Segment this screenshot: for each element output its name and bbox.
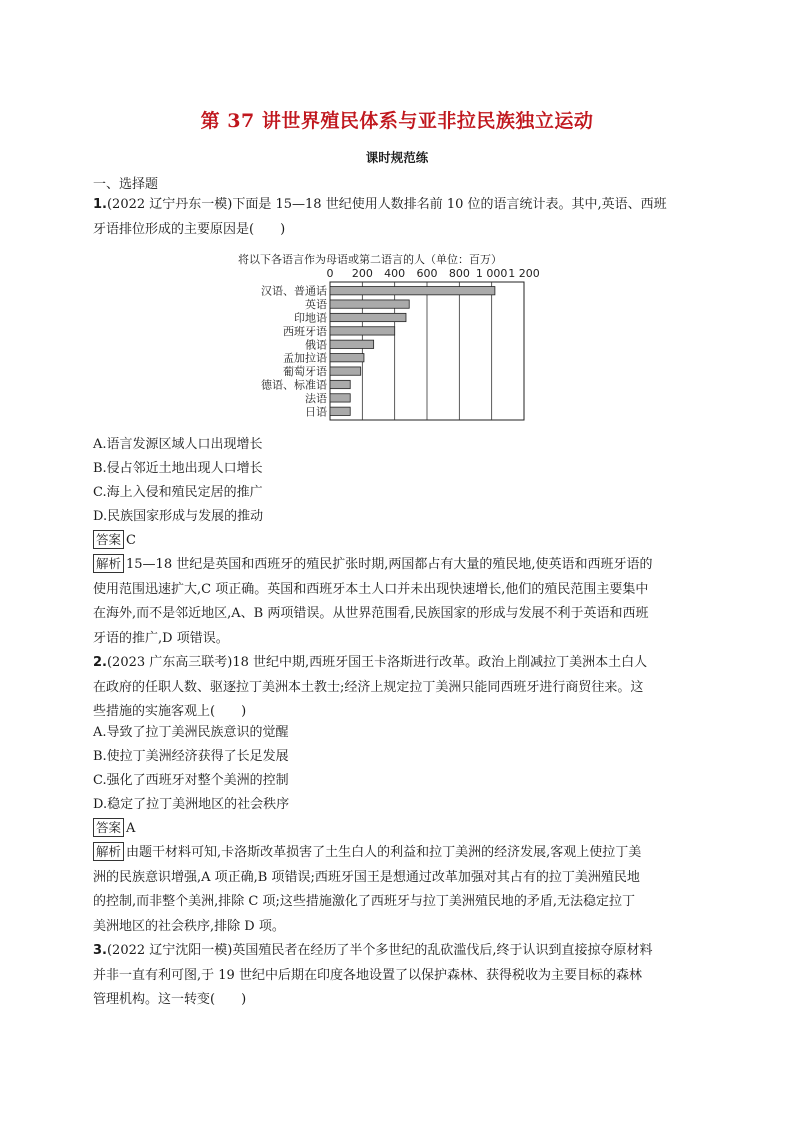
x-tick-label: 600 bbox=[416, 267, 438, 280]
chart-title: 将以下各语言作为母语或第二语言的人（单位：百万） bbox=[238, 253, 502, 266]
category-label: 印地语 bbox=[294, 311, 327, 325]
q2-analysis-line-3: 的控制,而非整个美洲,排除 C 项;这些措施激化了西班牙与拉丁美洲殖民地的矛盾,无法稳定拉丁 bbox=[93, 894, 635, 909]
question-2-line-3: 些措施的实施客观上( ) bbox=[93, 704, 247, 719]
bar bbox=[330, 327, 395, 335]
x-tick-label: 400 bbox=[384, 267, 406, 280]
answer-tag: 答案 bbox=[93, 530, 124, 549]
bar bbox=[330, 313, 406, 321]
category-label: 葡萄牙语 bbox=[283, 365, 327, 379]
bar bbox=[330, 300, 409, 308]
q2-analysis bbox=[93, 841, 705, 939]
q1-analysis bbox=[93, 553, 705, 651]
question-3-number: 3. bbox=[93, 943, 107, 958]
question-2-number: 2. bbox=[93, 655, 107, 670]
q1-analysis-line-1: 15—18 世纪是英国和西班牙的殖民扩张时期,两国都占有大量的殖民地,使英语和西班牙语的 bbox=[126, 557, 653, 572]
q1-option-a: A.语言发源区域人口出现增长 bbox=[93, 437, 263, 452]
category-label: 日语 bbox=[305, 405, 327, 419]
section-heading: 一、选择题 bbox=[93, 177, 159, 192]
q2-option-a: A.导致了拉丁美洲民族意识的觉醒 bbox=[93, 725, 289, 740]
question-2-line-2: 在政府的任职人数、驱逐拉丁美洲本土教士;经济上规定拉丁美洲只能同西班牙进行商贸往来。这 bbox=[93, 679, 644, 695]
analysis-tag: 解析 bbox=[93, 842, 124, 861]
q2-analysis-line-2: 洲的民族意识增强,A 项正确,B 项错误;西班牙国王是想通过改革加强对其占有的拉丁美洲殖民地 bbox=[93, 869, 640, 885]
question-2 bbox=[93, 651, 705, 725]
x-tick-label: 200 bbox=[351, 267, 373, 280]
q2-option-c: C.强化了西班牙对整个美洲的控制 bbox=[93, 773, 289, 788]
bar bbox=[330, 380, 350, 388]
q1-answer bbox=[93, 529, 705, 554]
q1-option-b: B.侵占邻近土地出现人口增长 bbox=[93, 461, 263, 476]
category-label: 西班牙语 bbox=[283, 324, 327, 338]
question-1-line-2: 牙语排位形成的主要原因是( ) bbox=[93, 221, 286, 237]
question-3-line-3: 管理机构。这一转变( ) bbox=[93, 992, 247, 1007]
q1-option-d: D.民族国家形成与发展的推动 bbox=[93, 509, 264, 524]
q1-answer-value: C bbox=[126, 533, 136, 548]
analysis-tag: 解析 bbox=[93, 554, 124, 573]
bar bbox=[330, 407, 350, 415]
q1-analysis-line-4: 牙语的推广,D 项错误。 bbox=[93, 630, 229, 646]
bar bbox=[330, 287, 495, 295]
q1-analysis-line-3: 在海外,而不是邻近地区,A、B 两项错误。从世界范围看,民族国家的形成与发展不利于英语和西班 bbox=[93, 606, 649, 621]
page-subtitle: 课时规范练 bbox=[365, 150, 429, 165]
question-3-line-2: 并非一直有利可图,于 19 世纪中后期在印度各地设置了以保护森林、获得税收为主要目标的森林 bbox=[93, 967, 642, 983]
category-label: 德语、标准语 bbox=[261, 378, 327, 392]
category-label: 法语 bbox=[305, 391, 327, 405]
category-label: 俄语 bbox=[305, 338, 327, 352]
question-1-stem: (2022 辽宁丹东一模)下面是 15—18 世纪使用人数排名前 10 位的语言统计表。其中,英语、西班 bbox=[106, 197, 667, 212]
q2-answer bbox=[93, 817, 705, 842]
q2-answer-value: A bbox=[126, 821, 136, 836]
q2-option-b: B.使拉丁美洲经济获得了长足发展 bbox=[93, 749, 289, 764]
page-title: 第 37 讲世界殖民体系与亚非拉民族独立运动 bbox=[200, 110, 594, 132]
bar bbox=[330, 340, 374, 348]
x-tick-label: 800 bbox=[448, 267, 470, 280]
q1-option-c: C.海上入侵和殖民定居的推广 bbox=[93, 485, 263, 500]
x-tick-label: 1 200 bbox=[508, 267, 540, 280]
x-tick-label: 1 000 bbox=[475, 267, 508, 280]
bar bbox=[330, 367, 361, 375]
question-2-line-1: (2023 广东高三联考)18 世纪中期,西班牙国王卡洛斯进行改革。政治上削减拉丁美洲本土白人 bbox=[106, 655, 648, 670]
question-1-number: 1. bbox=[93, 197, 107, 212]
q2-analysis-line-1: 由题干材料可知,卡洛斯改革损害了土生白人的利益和拉丁美洲的经济发展,客观上使拉丁美 bbox=[126, 845, 642, 860]
x-tick-label: 0 bbox=[326, 267, 334, 280]
category-label: 孟加拉语 bbox=[283, 351, 327, 365]
question-3-line-1: (2022 辽宁沈阳一模)英国殖民者在经历了半个多世纪的乱砍滥伐后,终于认识到直接掠夺原材料 bbox=[106, 943, 653, 958]
bar bbox=[330, 394, 350, 402]
answer-tag: 答案 bbox=[93, 818, 124, 837]
question-3 bbox=[93, 939, 705, 1013]
category-label: 汉语、普通话 bbox=[261, 284, 327, 298]
q2-option-d: D.稳定了拉丁美洲地区的社会秩序 bbox=[93, 797, 290, 812]
q2-analysis-line-4: 美洲地区的社会秩序,排除 D 项。 bbox=[93, 918, 285, 934]
category-label: 英语 bbox=[305, 298, 327, 312]
bar bbox=[330, 354, 364, 362]
q1-analysis-line-2: 使用范围迅速扩大,C 项正确。英国和西班牙本土人口并未出现快速增长,他们的殖民范围主要集中 bbox=[93, 581, 649, 597]
